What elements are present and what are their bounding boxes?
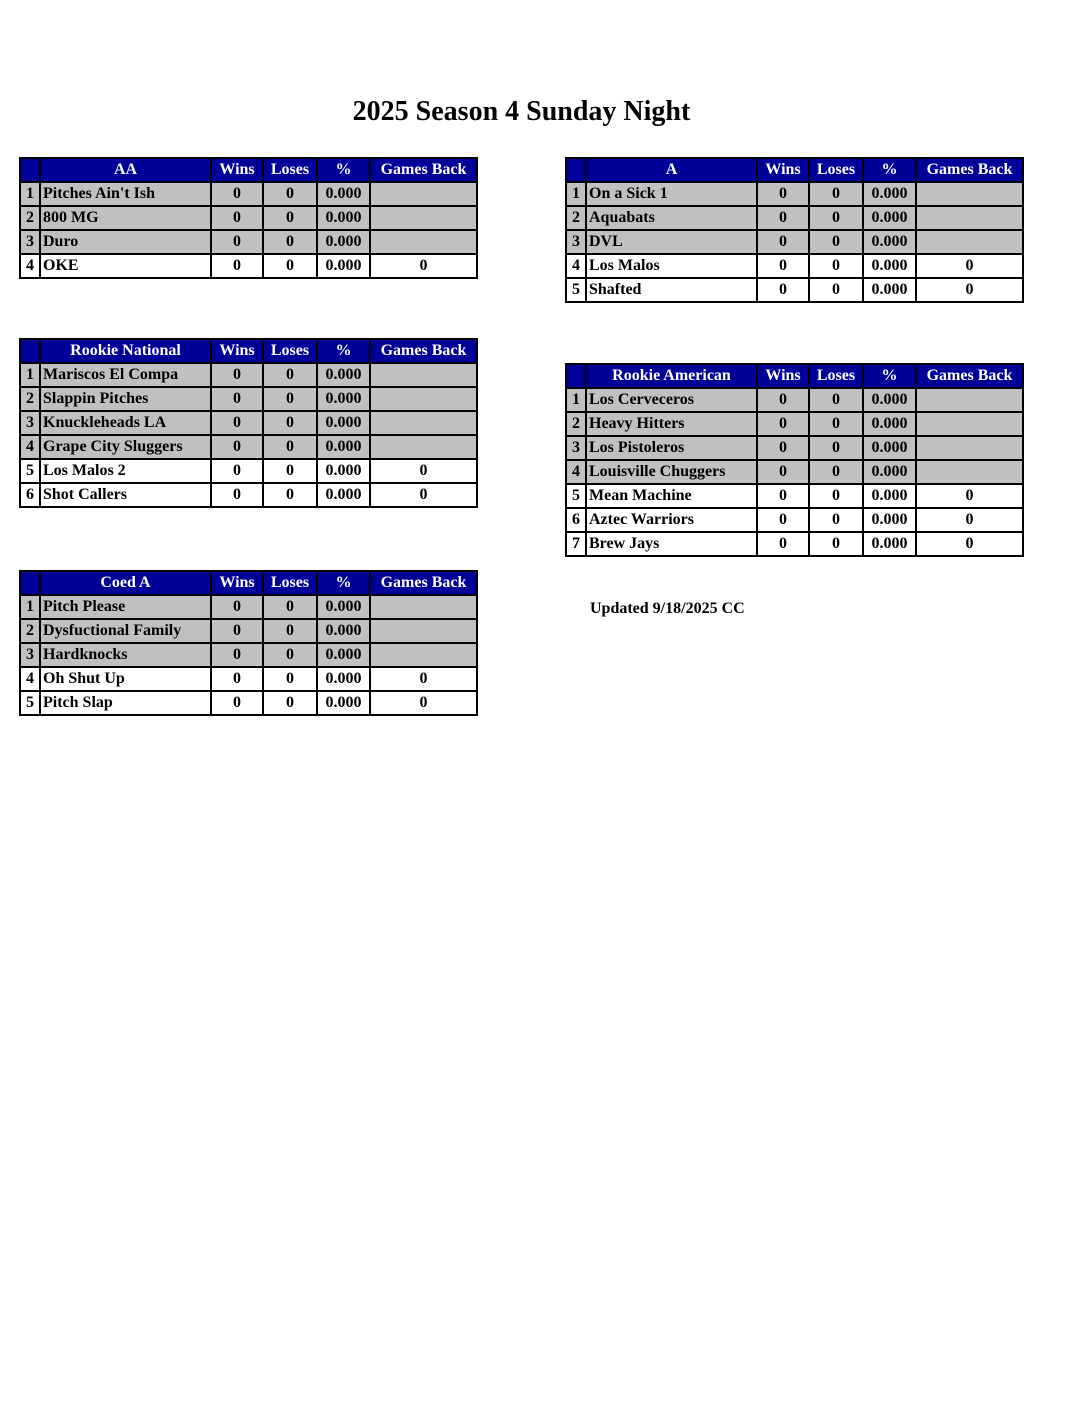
loses-cell: 0 xyxy=(263,483,317,507)
table-header-row xyxy=(20,158,477,182)
wins-cell: 0 xyxy=(211,230,263,254)
team-name-cell: Mean Machine xyxy=(586,484,757,508)
table-row xyxy=(566,278,1023,302)
loses-cell: 0 xyxy=(809,206,863,230)
table-row xyxy=(20,483,477,507)
rank-cell: 2 xyxy=(20,206,40,230)
loses-cell: 0 xyxy=(809,388,863,412)
rank-cell: 2 xyxy=(566,206,586,230)
header-corner xyxy=(20,571,40,595)
pct-cell: 0.000 xyxy=(317,595,370,619)
rank-cell: 6 xyxy=(20,483,40,507)
pct-cell: 0.000 xyxy=(317,435,370,459)
rank-cell: 4 xyxy=(20,254,40,278)
games-back-cell: 0 xyxy=(370,691,477,715)
wins-cell: 0 xyxy=(211,254,263,278)
pct-cell: 0.000 xyxy=(317,619,370,643)
games-back-cell: 0 xyxy=(916,508,1023,532)
team-name-cell: Shot Callers xyxy=(40,483,211,507)
loses-header: Loses xyxy=(809,158,863,182)
rank-cell: 2 xyxy=(20,619,40,643)
division-name: A xyxy=(586,158,757,182)
table-header-row xyxy=(566,158,1023,182)
team-name-cell: Los Malos 2 xyxy=(40,459,211,483)
games-back-cell xyxy=(370,182,477,206)
loses-cell: 0 xyxy=(809,254,863,278)
team-name-cell: Louisville Chuggers xyxy=(586,460,757,484)
loses-header: Loses xyxy=(263,158,317,182)
pct-header: % xyxy=(317,571,370,595)
pct-header: % xyxy=(863,158,916,182)
pct-cell: 0.000 xyxy=(317,363,370,387)
pct-header: % xyxy=(317,339,370,363)
games-back-header: Games Back xyxy=(370,339,477,363)
wins-header: Wins xyxy=(211,339,263,363)
wins-cell: 0 xyxy=(757,460,809,484)
loses-cell: 0 xyxy=(809,508,863,532)
table-row xyxy=(20,667,477,691)
wins-cell: 0 xyxy=(757,206,809,230)
table-row xyxy=(566,532,1023,556)
wins-cell: 0 xyxy=(757,436,809,460)
loses-cell: 0 xyxy=(263,435,317,459)
wins-header: Wins xyxy=(757,364,809,388)
table-row xyxy=(20,619,477,643)
loses-cell: 0 xyxy=(263,206,317,230)
loses-header: Loses xyxy=(263,339,317,363)
updated-note: Updated 9/18/2025 CC xyxy=(590,600,745,617)
rank-cell: 5 xyxy=(20,691,40,715)
loses-cell: 0 xyxy=(263,182,317,206)
team-name-cell: Shafted xyxy=(586,278,757,302)
games-back-cell: 0 xyxy=(370,667,477,691)
table-row xyxy=(566,230,1023,254)
games-back-header: Games Back xyxy=(916,364,1023,388)
standings-table-coed-a xyxy=(19,570,478,716)
pct-header: % xyxy=(863,364,916,388)
team-name-cell: Pitch Please xyxy=(40,595,211,619)
pct-cell: 0.000 xyxy=(863,532,916,556)
standings-table-aa xyxy=(19,157,478,279)
wins-header: Wins xyxy=(757,158,809,182)
rank-cell: 4 xyxy=(566,254,586,278)
pct-cell: 0.000 xyxy=(863,206,916,230)
games-back-cell: 0 xyxy=(916,254,1023,278)
games-back-cell xyxy=(370,595,477,619)
games-back-cell xyxy=(916,230,1023,254)
division-name: Rookie National xyxy=(40,339,211,363)
table-header-row xyxy=(20,571,477,595)
wins-cell: 0 xyxy=(211,182,263,206)
wins-cell: 0 xyxy=(211,387,263,411)
team-name-cell: Pitches Ain't Ish xyxy=(40,182,211,206)
standings-table-a xyxy=(565,157,1024,303)
standings-table-rookie-american xyxy=(565,363,1024,557)
pct-cell: 0.000 xyxy=(317,459,370,483)
team-name-cell: Oh Shut Up xyxy=(40,667,211,691)
pct-cell: 0.000 xyxy=(317,387,370,411)
page-title: 2025 Season 4 Sunday Night xyxy=(352,96,691,127)
table-row xyxy=(566,388,1023,412)
games-back-header: Games Back xyxy=(916,158,1023,182)
rank-cell: 3 xyxy=(20,643,40,667)
games-back-cell xyxy=(370,206,477,230)
wins-cell: 0 xyxy=(211,595,263,619)
games-back-cell: 0 xyxy=(916,532,1023,556)
pct-cell: 0.000 xyxy=(317,411,370,435)
loses-cell: 0 xyxy=(263,230,317,254)
wins-cell: 0 xyxy=(757,254,809,278)
loses-cell: 0 xyxy=(263,667,317,691)
rank-cell: 3 xyxy=(20,230,40,254)
wins-cell: 0 xyxy=(211,691,263,715)
wins-cell: 0 xyxy=(757,484,809,508)
games-back-header: Games Back xyxy=(370,571,477,595)
loses-cell: 0 xyxy=(809,182,863,206)
games-back-cell xyxy=(370,387,477,411)
rank-cell: 5 xyxy=(20,459,40,483)
table-header-row xyxy=(20,339,477,363)
wins-cell: 0 xyxy=(211,483,263,507)
loses-cell: 0 xyxy=(263,363,317,387)
games-back-cell xyxy=(916,182,1023,206)
pct-cell: 0.000 xyxy=(317,667,370,691)
games-back-cell xyxy=(916,412,1023,436)
table-row xyxy=(20,691,477,715)
games-back-cell: 0 xyxy=(370,483,477,507)
team-name-cell: Grape City Sluggers xyxy=(40,435,211,459)
table-row xyxy=(20,387,477,411)
division-name: Rookie American xyxy=(586,364,757,388)
games-back-cell xyxy=(370,619,477,643)
wins-cell: 0 xyxy=(211,206,263,230)
rank-cell: 2 xyxy=(566,412,586,436)
pct-cell: 0.000 xyxy=(863,508,916,532)
table-row xyxy=(566,508,1023,532)
team-name-cell: Duro xyxy=(40,230,211,254)
table-row xyxy=(566,460,1023,484)
team-name-cell: 800 MG xyxy=(40,206,211,230)
team-name-cell: Los Cerveceros xyxy=(586,388,757,412)
division-name: AA xyxy=(40,158,211,182)
table-row xyxy=(20,363,477,387)
team-name-cell: Dysfuctional Family xyxy=(40,619,211,643)
loses-cell: 0 xyxy=(809,278,863,302)
wins-cell: 0 xyxy=(211,459,263,483)
wins-header: Wins xyxy=(211,158,263,182)
rank-cell: 5 xyxy=(566,484,586,508)
team-name-cell: Slappin Pitches xyxy=(40,387,211,411)
wins-cell: 0 xyxy=(211,643,263,667)
pct-cell: 0.000 xyxy=(317,483,370,507)
loses-cell: 0 xyxy=(263,254,317,278)
pct-cell: 0.000 xyxy=(863,412,916,436)
loses-cell: 0 xyxy=(263,411,317,435)
team-name-cell: Hardknocks xyxy=(40,643,211,667)
loses-cell: 0 xyxy=(263,643,317,667)
division-name: Coed A xyxy=(40,571,211,595)
rank-cell: 4 xyxy=(566,460,586,484)
loses-cell: 0 xyxy=(809,532,863,556)
games-back-cell xyxy=(916,388,1023,412)
table-row xyxy=(20,595,477,619)
pct-cell: 0.000 xyxy=(863,254,916,278)
loses-cell: 0 xyxy=(809,436,863,460)
games-back-cell xyxy=(370,643,477,667)
loses-cell: 0 xyxy=(809,460,863,484)
loses-cell: 0 xyxy=(263,619,317,643)
loses-cell: 0 xyxy=(263,459,317,483)
games-back-cell xyxy=(916,460,1023,484)
table-row xyxy=(20,206,477,230)
pct-cell: 0.000 xyxy=(863,388,916,412)
wins-cell: 0 xyxy=(211,363,263,387)
wins-cell: 0 xyxy=(757,412,809,436)
wins-cell: 0 xyxy=(211,619,263,643)
pct-cell: 0.000 xyxy=(317,643,370,667)
rank-cell: 4 xyxy=(20,667,40,691)
rank-cell: 1 xyxy=(20,595,40,619)
rank-cell: 3 xyxy=(566,230,586,254)
loses-cell: 0 xyxy=(809,230,863,254)
games-back-cell xyxy=(370,363,477,387)
standings-table-rookie-national xyxy=(19,338,478,508)
pct-cell: 0.000 xyxy=(317,206,370,230)
team-name-cell: Knuckleheads LA xyxy=(40,411,211,435)
games-back-cell: 0 xyxy=(370,459,477,483)
rank-cell: 4 xyxy=(20,435,40,459)
team-name-cell: Pitch Slap xyxy=(40,691,211,715)
rank-cell: 3 xyxy=(566,436,586,460)
team-name-cell: Heavy Hitters xyxy=(586,412,757,436)
wins-cell: 0 xyxy=(757,508,809,532)
rank-cell: 3 xyxy=(20,411,40,435)
header-corner xyxy=(20,339,40,363)
games-back-cell xyxy=(916,436,1023,460)
games-back-cell: 0 xyxy=(916,278,1023,302)
wins-cell: 0 xyxy=(211,667,263,691)
rank-cell: 1 xyxy=(566,182,586,206)
table-row xyxy=(20,254,477,278)
loses-cell: 0 xyxy=(809,412,863,436)
pct-header: % xyxy=(317,158,370,182)
loses-cell: 0 xyxy=(263,595,317,619)
table-row xyxy=(20,411,477,435)
pct-cell: 0.000 xyxy=(863,230,916,254)
header-corner xyxy=(20,158,40,182)
wins-cell: 0 xyxy=(211,435,263,459)
wins-cell: 0 xyxy=(757,278,809,302)
team-name-cell: Los Pistoleros xyxy=(586,436,757,460)
games-back-cell: 0 xyxy=(370,254,477,278)
table-row xyxy=(20,182,477,206)
rank-cell: 2 xyxy=(20,387,40,411)
games-back-cell: 0 xyxy=(916,484,1023,508)
loses-header: Loses xyxy=(809,364,863,388)
pct-cell: 0.000 xyxy=(317,230,370,254)
team-name-cell: Mariscos El Compa xyxy=(40,363,211,387)
team-name-cell: Aquabats xyxy=(586,206,757,230)
pct-cell: 0.000 xyxy=(863,460,916,484)
wins-cell: 0 xyxy=(757,532,809,556)
table-header-row xyxy=(566,364,1023,388)
games-back-cell xyxy=(916,206,1023,230)
table-row xyxy=(20,230,477,254)
table-row xyxy=(566,182,1023,206)
pct-cell: 0.000 xyxy=(863,484,916,508)
table-row xyxy=(566,254,1023,278)
table-row xyxy=(566,436,1023,460)
team-name-cell: On a Sick 1 xyxy=(586,182,757,206)
table-row xyxy=(20,435,477,459)
pct-cell: 0.000 xyxy=(317,182,370,206)
games-back-cell xyxy=(370,411,477,435)
pct-cell: 0.000 xyxy=(863,182,916,206)
team-name-cell: Brew Jays xyxy=(586,532,757,556)
loses-cell: 0 xyxy=(263,387,317,411)
rank-cell: 5 xyxy=(566,278,586,302)
table-row xyxy=(566,412,1023,436)
team-name-cell: Los Malos xyxy=(586,254,757,278)
rank-cell: 1 xyxy=(20,182,40,206)
wins-cell: 0 xyxy=(757,388,809,412)
loses-header: Loses xyxy=(263,571,317,595)
table-row xyxy=(566,206,1023,230)
pct-cell: 0.000 xyxy=(317,254,370,278)
team-name-cell: DVL xyxy=(586,230,757,254)
pct-cell: 0.000 xyxy=(863,278,916,302)
team-name-cell: Aztec Warriors xyxy=(586,508,757,532)
header-corner xyxy=(566,364,586,388)
wins-cell: 0 xyxy=(757,230,809,254)
loses-cell: 0 xyxy=(263,691,317,715)
wins-cell: 0 xyxy=(211,411,263,435)
table-row xyxy=(566,484,1023,508)
rank-cell: 7 xyxy=(566,532,586,556)
table-row xyxy=(20,643,477,667)
rank-cell: 1 xyxy=(566,388,586,412)
games-back-header: Games Back xyxy=(370,158,477,182)
games-back-cell xyxy=(370,230,477,254)
wins-header: Wins xyxy=(211,571,263,595)
rank-cell: 1 xyxy=(20,363,40,387)
team-name-cell: OKE xyxy=(40,254,211,278)
pct-cell: 0.000 xyxy=(863,436,916,460)
header-corner xyxy=(566,158,586,182)
loses-cell: 0 xyxy=(809,484,863,508)
rank-cell: 6 xyxy=(566,508,586,532)
wins-cell: 0 xyxy=(757,182,809,206)
games-back-cell xyxy=(370,435,477,459)
table-row xyxy=(20,459,477,483)
pct-cell: 0.000 xyxy=(317,691,370,715)
